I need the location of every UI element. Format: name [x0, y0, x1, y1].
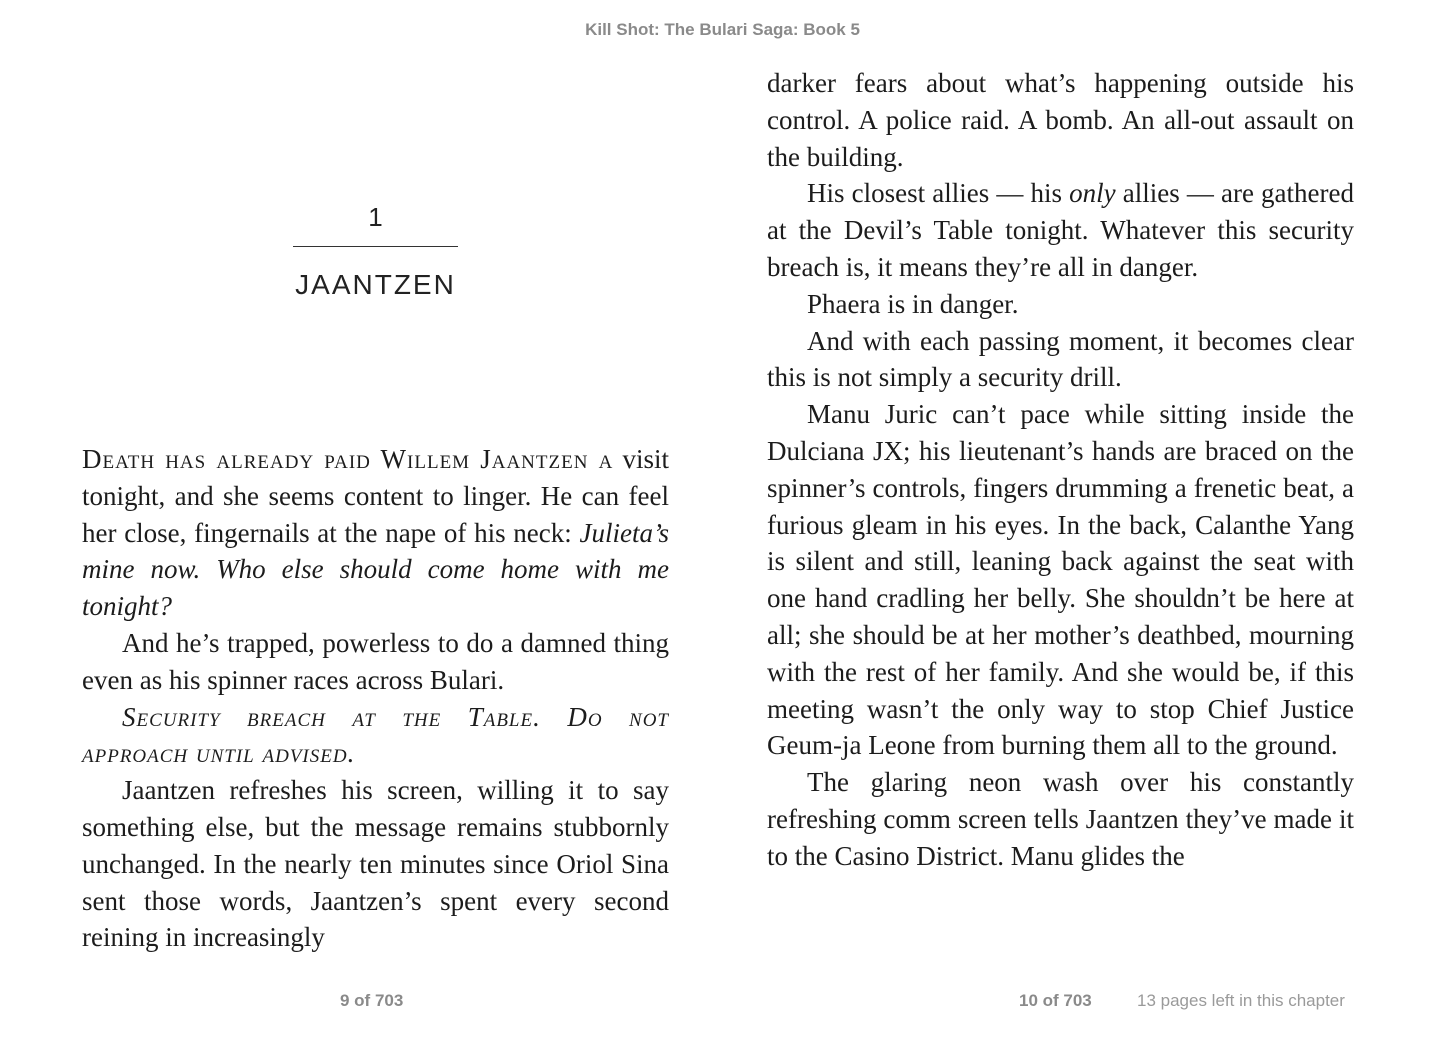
chapter-number: 1 — [368, 202, 383, 232]
paragraph — [767, 323, 1354, 397]
paragraph-text: Manu Juric can’t pace while sitting inside the Dulciana JX; his lieutenant’s hands are braced on the spinner’s controls, fingers drumming a frenetic beat, a furious gleam in his eyes. In the back, Calanthe Yang is silent and still, leaning back against the seat with one hand cradling her belly. She shouldn’t be here at all; she should be at her mother’s deathbed, mourning with the rest of her family. And she would be, if this meeting wasn’t the only way to stop Chief Justice Geum-ja Leone from burning them all to the ground. — [767, 399, 1354, 761]
paragraph — [82, 772, 669, 956]
paragraph — [767, 286, 1354, 323]
paragraph-text: visit tonight, and she seems content to linger. He can feel her close, fingernails at the nape of his neck: — [82, 444, 669, 548]
left-page-text — [82, 441, 669, 956]
message-paragraph — [82, 699, 669, 773]
right-page-text — [767, 65, 1354, 875]
paragraph-text: allies — are gathered at the Devil’s Table tonight. Whatever this security breach is, it means they’re all in danger. — [767, 178, 1354, 282]
paragraph — [82, 441, 669, 625]
italic-thought: Julieta’s mine now. Who else should come home with me tonight? — [82, 517, 669, 622]
paragraph — [767, 396, 1354, 764]
paragraph-text: Phaera is in danger. — [807, 288, 1019, 319]
paragraph — [767, 175, 1354, 285]
book-title: Kill Shot: The Bulari Saga: Book 5 — [585, 20, 860, 39]
right-page-number: 10 of 703 — [1019, 991, 1092, 1010]
left-page-number: 9 of 703 — [340, 991, 404, 1010]
paragraph-text: darker fears about what’s happening outside his control. A police raid. A bomb. An all-out assault on the building. — [767, 68, 1354, 172]
paragraph — [82, 625, 669, 699]
opening-small-caps: Death has already paid Willem Jaantzen a — [82, 444, 614, 474]
paragraph-text: And with each passing moment, it becomes clear this is not simply a security drill. — [767, 325, 1354, 393]
paragraph-text: The glaring neon wash over his constantly refreshing comm screen tells Jaantzen they’ve made it to the Casino District. Manu glides the — [767, 767, 1354, 871]
paragraph-text: And he’s trapped, powerless to do a damned thing even as his spinner races across Bulari. — [82, 627, 669, 695]
chapter-divider — [293, 246, 458, 247]
paragraph-text: Jaantzen refreshes his screen, willing it to say something else, but the message remains stubbornly unchanged. In the nearly ten minutes since Oriol Sina sent those words, Jaantzen’s spent every second reining in increasingly — [82, 775, 669, 953]
paragraph — [767, 65, 1354, 175]
pages-left-in-chapter: 13 pages left in this chapter — [1137, 991, 1345, 1010]
chapter-title: JAANTZEN — [295, 269, 456, 300]
paragraph — [767, 764, 1354, 874]
paragraph-text: His closest allies — his — [807, 178, 1070, 209]
italic-emphasis: only — [1069, 178, 1116, 209]
message-text: Security breach at the Table. Do not approach until advised. — [82, 701, 669, 769]
